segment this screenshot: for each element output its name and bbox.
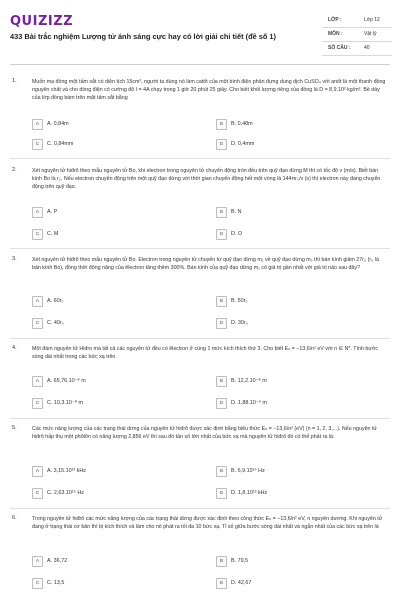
answer-letter-box: C: [32, 488, 43, 499]
question-separator: [10, 338, 390, 339]
answer-text: C. M: [47, 231, 59, 237]
answer-text: C. 10,3.10⁻⁸ m: [47, 400, 83, 406]
quizizz-logo: QUIZIZZ: [10, 14, 74, 29]
answer-letter-box: B: [216, 376, 227, 387]
page-title: 433 Bài trắc nghiệm Lượng tử ánh sáng cực hay có lời giải chi tiết (đề số 1): [10, 32, 276, 41]
answer-letter-box: B: [216, 466, 227, 477]
answer-text: A. 3,15.10¹² kHz: [47, 468, 86, 474]
answer-letter-box: B: [216, 556, 227, 567]
question-text: Một đám nguyên tử Hiđro mà tất cả các nguyên tử đều có êlectron ở cùng 1 mức kích thích thứ 3. Cho biết Eₙ = −13,6/n² eV với n ∈ N*. Tính bước sóng dài nhất trong các bức xạ trên.: [32, 346, 378, 361]
answer-option-b[interactable]: [216, 119, 386, 130]
answer-option-a[interactable]: [32, 207, 202, 218]
answer-option-a[interactable]: [32, 119, 202, 130]
answer-option-c[interactable]: [32, 318, 202, 329]
answer-option-c[interactable]: [32, 398, 202, 409]
header-divider: [10, 64, 390, 65]
answer-text: C. 13,5: [47, 580, 65, 586]
answer-letter-box: C: [32, 398, 43, 409]
meta-value: Lớp 12: [364, 17, 380, 23]
answer-option-b[interactable]: [216, 296, 386, 307]
question-text: Các mức năng lượng của các trạng thái dừng của nguyên tử hiđrô được xác định bằng biểu thức Eₙ = −13,6/n² (eV) (n = 1, 2, 3,...). Nếu nguyên tử hiđrô hấp thụ một phôtôn có năng lượng 2,856 eV thì sau đó tần số lớn nhất của bức xạ mà nguyên tử hiđrô đó có thể phát ra là:: [32, 426, 377, 441]
meta-key: LỚP :: [328, 17, 342, 23]
answer-text: C. 2,63.10¹⁵ Hz: [47, 490, 84, 496]
answer-letter-box: A: [32, 296, 43, 307]
answer-option-a[interactable]: [32, 466, 202, 477]
answer-option-a[interactable]: [32, 296, 202, 307]
question-separator: [10, 248, 390, 249]
answer-letter-box: D: [216, 318, 227, 329]
answer-option-b[interactable]: [216, 376, 386, 387]
answer-option-c[interactable]: [32, 578, 202, 589]
answer-text: D. 30r₀: [231, 320, 248, 326]
meta-row-grade: [322, 14, 392, 28]
answer-letter-box: A: [32, 376, 43, 387]
answer-letter-box: A: [32, 556, 43, 567]
answer-letter-box: B: [216, 207, 227, 218]
answer-letter-box: D: [216, 139, 227, 150]
meta-row-subject: [322, 28, 392, 42]
meta-value: 40: [364, 45, 370, 51]
question-number: 2.: [12, 167, 17, 173]
question-number: 6.: [12, 515, 17, 521]
answer-letter-box: D: [216, 488, 227, 499]
answer-option-b[interactable]: [216, 556, 386, 567]
question-number: 1.: [12, 78, 17, 84]
worksheet-header: [0, 0, 400, 60]
answer-option-c[interactable]: [32, 139, 202, 150]
answer-text: D. 1,8.10¹³ kHz: [231, 490, 268, 496]
answer-text: B. 50r₀: [231, 298, 248, 304]
answer-text: A. 60r₀: [47, 298, 64, 304]
answer-text: C. 0,84mm: [47, 141, 74, 147]
question-number: 4.: [12, 345, 17, 351]
answer-letter-box: C: [32, 229, 43, 240]
answer-text: B. N: [231, 209, 242, 215]
answer-text: A. P: [47, 209, 58, 215]
answer-option-d[interactable]: [216, 488, 386, 499]
answer-text: B. 79,5: [231, 558, 249, 564]
question-text: Xét nguyên tử hiđrô theo mẫu nguyên tử Bo. Electron trong nguyên tử chuyển từ quỹ đạo dừng m₁ về quỹ đạo dừng m₂ thì bán kính giảm 27r₀ (r₀ là bán kính Bo), đồng thời động năng của êlectron tăng thêm 300%. Bán kính của quỹ đạo dừng m₁ có giá trị gần nhất với giá trị nào sau đây?: [32, 257, 379, 272]
answer-letter-box: C: [32, 139, 43, 150]
answer-text: D. O: [231, 231, 243, 237]
meta-key: MÔN :: [328, 31, 343, 37]
question-text: Muốn mạ đồng một tấm sắt có diện tích 15cm², người ta dùng nó làm catốt của một bình điện phân đựng dung dịch CuSO₄ với anốt là một thanh đồng nguyên chất và cho dòng điện có cường độ I = 4A chạy trong 1 giờ 20 phút 25 giây. Cho biết khối lượng riêng của đồng là D = 8,9.10³ kg/m³. Bề dày của lớp đồng bám trên mặt tấm sắt bằng: [32, 79, 386, 102]
answer-option-d[interactable]: [216, 578, 386, 589]
answer-text: A. 0,84m: [47, 121, 69, 127]
meta-value: Vật lý: [364, 31, 377, 37]
answer-text: D. 0,4mm: [231, 141, 255, 147]
answer-letter-box: B: [216, 119, 227, 130]
answer-text: B. 12,2.10⁻⁸ m: [231, 378, 267, 384]
question-separator: [10, 508, 390, 509]
answer-letter-box: A: [32, 119, 43, 130]
answer-text: C. 40r₀: [47, 320, 64, 326]
answer-option-b[interactable]: [216, 466, 386, 477]
question-number: 5.: [12, 425, 17, 431]
meta-key: SỐ CÂU :: [328, 45, 351, 51]
answer-letter-box: D: [216, 229, 227, 240]
answer-option-a[interactable]: [32, 556, 202, 567]
question-separator: [10, 418, 390, 419]
answer-text: B. 0,48m: [231, 121, 253, 127]
answer-option-b[interactable]: [216, 207, 386, 218]
answer-letter-box: D: [216, 398, 227, 409]
answer-letter-box: A: [32, 466, 43, 477]
answer-option-c[interactable]: [32, 488, 202, 499]
answer-letter-box: D: [216, 578, 227, 589]
question-separator: [10, 158, 390, 159]
question-text: Trong nguyên tử hiđrô các mức năng lượng của các trạng thái dừng được xác định theo công thức Eₙ = −13,6/n² eV, n nguyên dương. Khi nguyên tử đang ở trạng thái cơ bản thì bị kích thích và làm cho nó phát ra tối đa 10 bức xạ. Tỉ số giữa bước sóng dài nhất và ngắn nhất của các bức xạ trên là: [32, 516, 383, 531]
answer-option-d[interactable]: [216, 139, 386, 150]
meta-row-count: [322, 42, 392, 56]
answer-letter-box: C: [32, 318, 43, 329]
meta-table: [322, 14, 392, 56]
answer-text: A. 65,76.10⁻⁸ m: [47, 378, 86, 384]
answer-text: D. 1,88.10⁻⁶ m: [231, 400, 267, 406]
question-text: Xét nguyên tử hiđrô theo mẫu nguyên tử Bo, khi electron trong nguyên tử chuyển động tròn đều trên quỹ đạo dừng M thì có tốc độ v (m/s). Biết bán kính Bo là r₀. Nếu electron chuyển động trên một quỹ đạo dừng với thời gian chuyển động hết một vòng là 144πr₀/v (s) thì electron này đang chuyển động trên quỹ đạo.: [32, 168, 381, 191]
answer-text: A. 36,72: [47, 558, 68, 564]
answer-option-a[interactable]: [32, 376, 202, 387]
answer-letter-box: A: [32, 207, 43, 218]
answer-option-d[interactable]: [216, 318, 386, 329]
answer-text: B. 6,9.10¹⁴ Hz: [231, 468, 265, 474]
answer-option-d[interactable]: [216, 229, 386, 240]
answer-letter-box: B: [216, 296, 227, 307]
answer-option-d[interactable]: [216, 398, 386, 409]
answer-letter-box: C: [32, 578, 43, 589]
answer-option-c[interactable]: [32, 229, 202, 240]
question-number: 3.: [12, 256, 17, 262]
answer-text: D. 42,67: [231, 580, 252, 586]
